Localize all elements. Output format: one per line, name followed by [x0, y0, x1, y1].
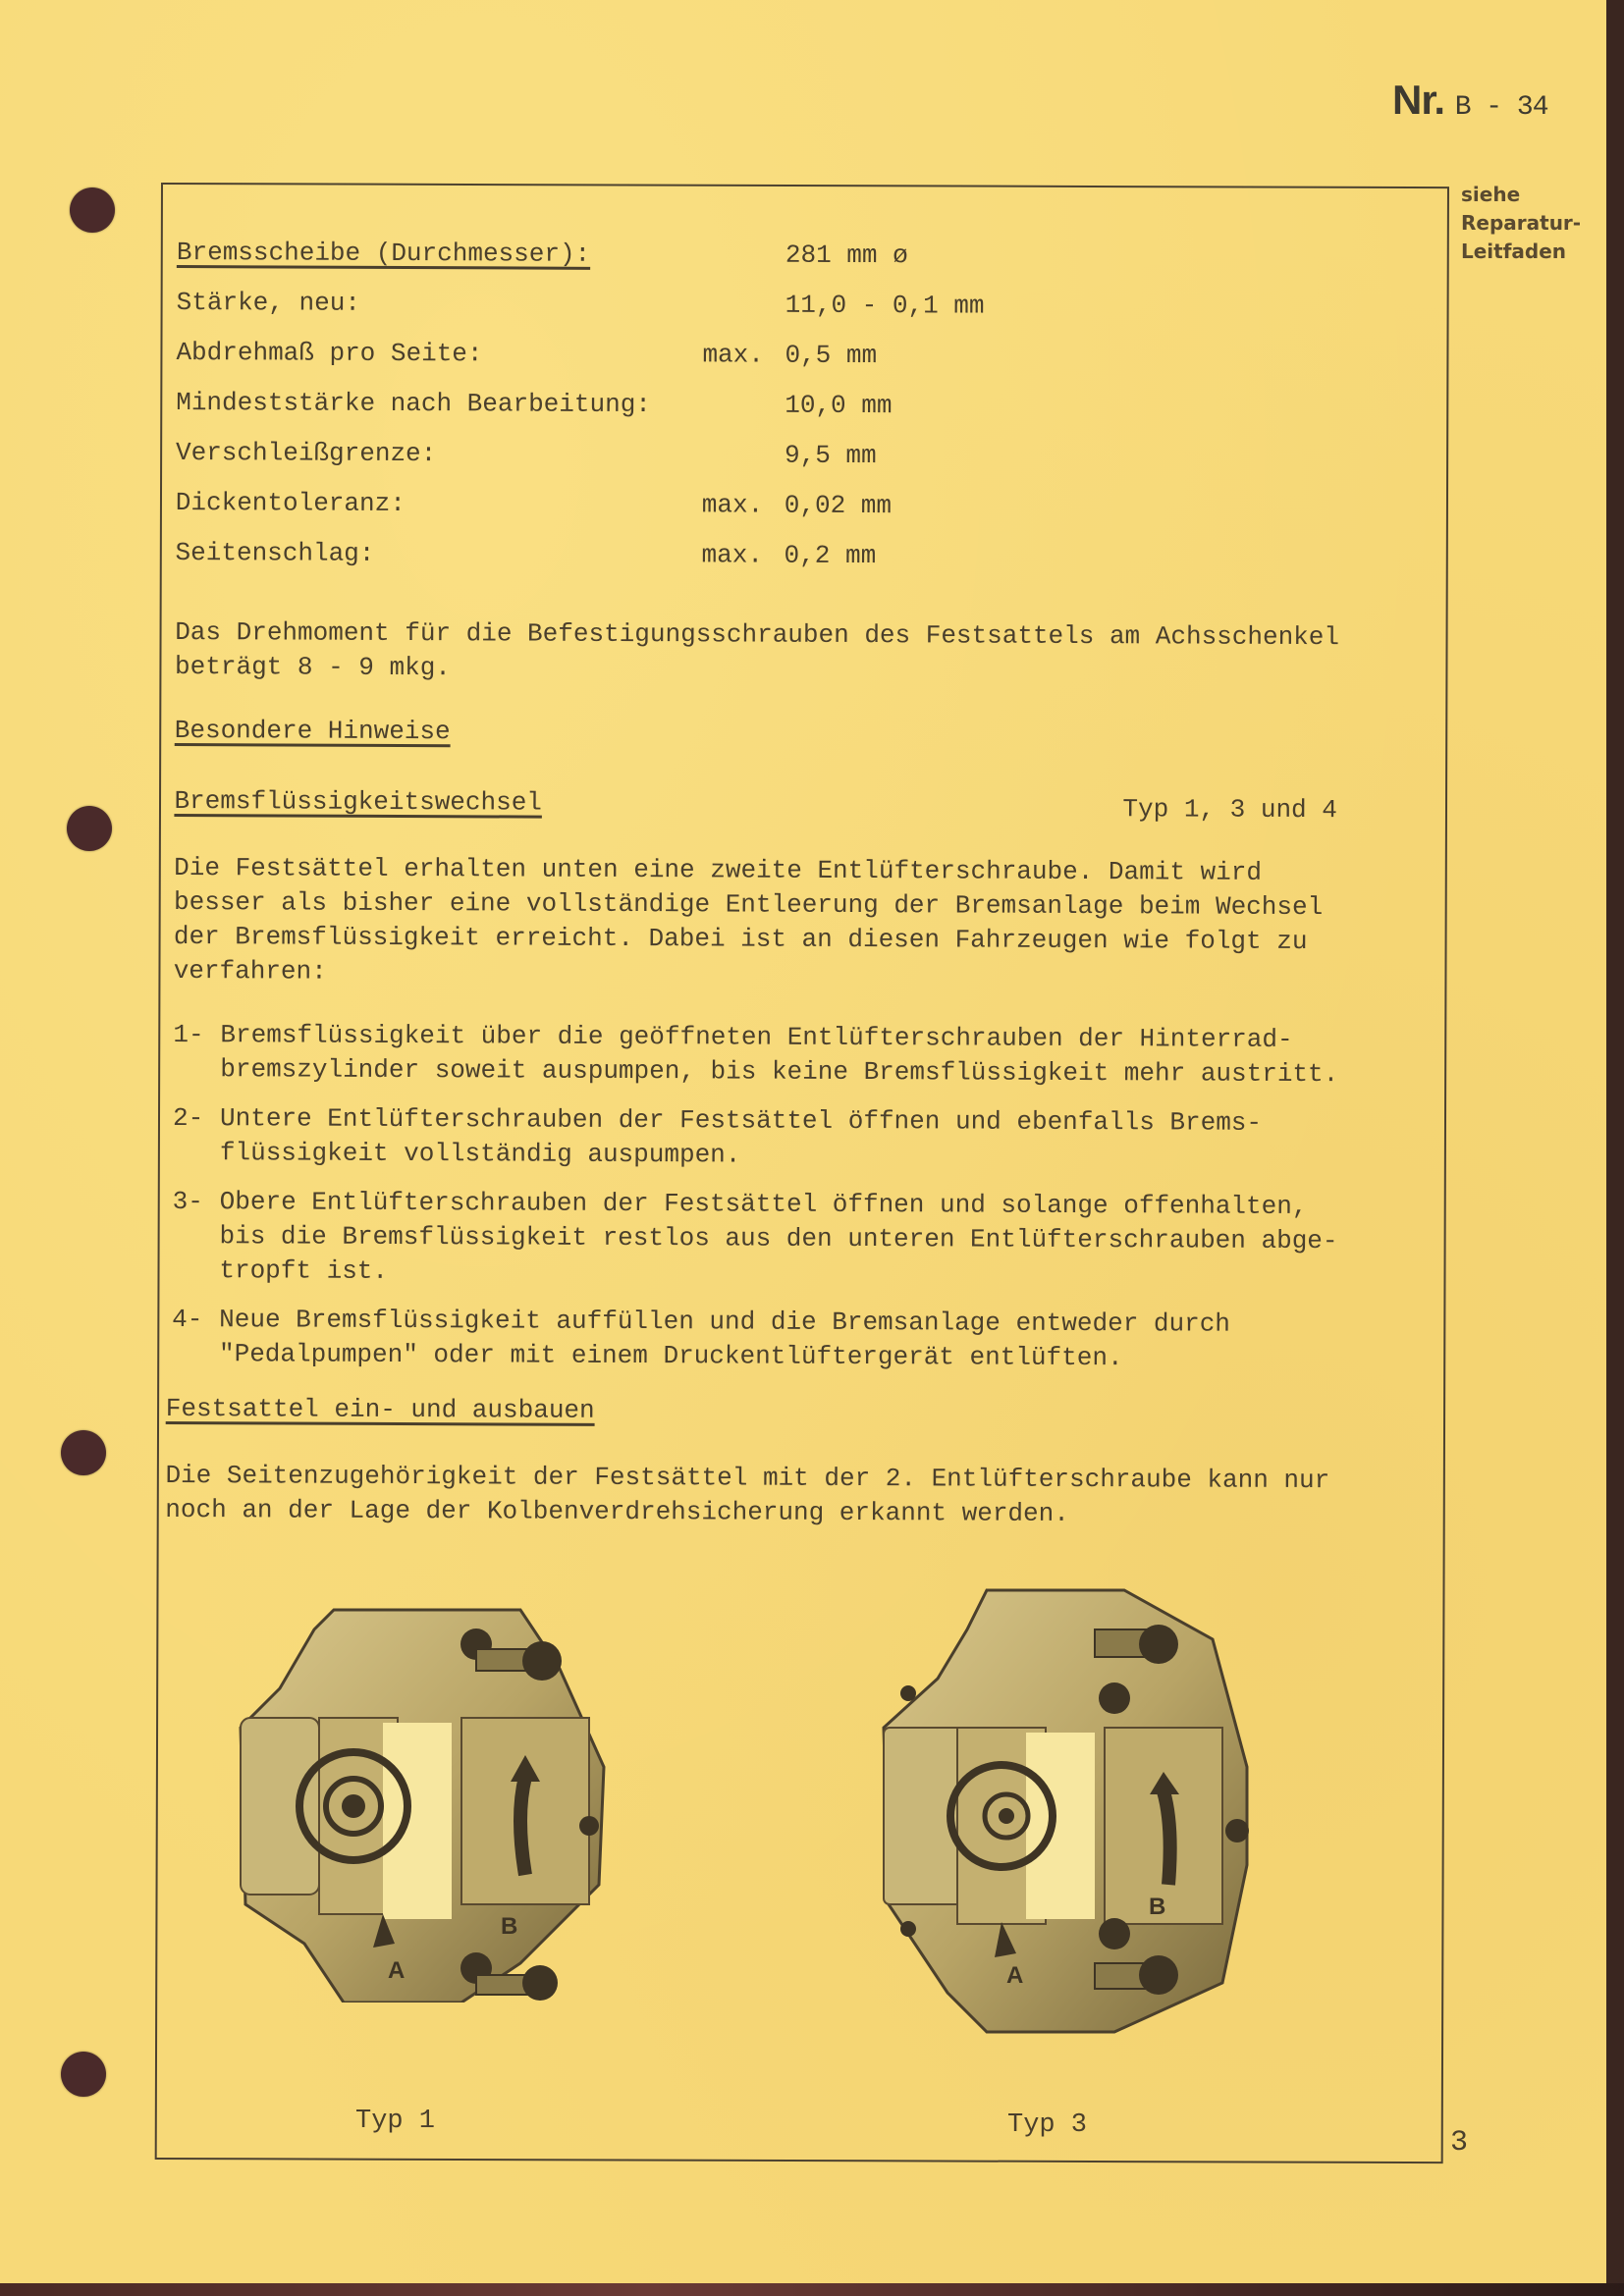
text-line: Das Drehmoment für die Befestigungsschrauben des Festsattels am Achsschenkel [175, 616, 1340, 653]
spec-value: 10,0 mm [785, 390, 893, 421]
punch-hole [67, 806, 112, 851]
fluid-change-heading: Bremsflüssigkeitswechsel [174, 785, 543, 818]
figure-caption: Typ 3 [1007, 2110, 1088, 2140]
text-line: beträgt 8 - 9 mkg. [175, 651, 452, 683]
step-number: 2- [173, 1102, 204, 1134]
spec-value: 11,0 - 0,1 mm [785, 290, 985, 321]
spec-row [177, 286, 1443, 342]
text-line: flüssigkeit vollständig auspumpen. [219, 1138, 741, 1170]
special-notes-heading: Besondere Hinweise [174, 715, 451, 747]
document-number [1392, 77, 1548, 124]
applies-to: Typ 1, 3 und 4 [1122, 794, 1337, 826]
spec-prefix: max. [702, 340, 764, 370]
procedure-steps [172, 1018, 1440, 1377]
text-line: Untere Entlüfterschrauben der Festsättel öffnen und ebenfalls Brems- [220, 1103, 1263, 1138]
text-line: Die Festsättel erhalten unten eine zweite Entlüfterschraube. Damit wird [174, 852, 1263, 887]
figure-caption: Typ 1 [355, 2107, 436, 2136]
caliper-section-text [165, 1459, 1437, 1533]
fluid-change-intro [174, 851, 1441, 994]
procedure-step [172, 1185, 1438, 1294]
side-note [1461, 181, 1581, 266]
side-note-line: Leitfaden [1461, 240, 1567, 263]
spec-label: Verschleißgrenze: [175, 437, 437, 469]
caliper-illustration [226, 1590, 619, 2002]
punch-hole [61, 2052, 106, 2097]
spec-label: Stärke, neu: [176, 287, 361, 318]
spec-heading-value: 281 mm ø [785, 240, 908, 271]
text-line: bremszylinder soweit auspumpen, bis keine Bremsflüssigkeit mehr austritt. [220, 1054, 1339, 1090]
label-b: B [1149, 1894, 1166, 1920]
caliper-illustration [869, 1571, 1262, 2052]
caliper-figure-typ3 [869, 1571, 1262, 2052]
side-note-line: siehe [1461, 183, 1521, 206]
text-line: besser als bisher eine vollständige Entleerung der Bremsanlage beim Wechsel [173, 886, 1324, 923]
text-line: Neue Bremsflüssigkeit auffüllen und die Bremsanlage entweder durch [219, 1305, 1231, 1339]
caliper-figure-typ1 [226, 1590, 619, 2002]
procedure-step [173, 1018, 1439, 1093]
text-line: Obere Entlüfterschrauben der Festsättel öffnen und solange offenhalten, [219, 1187, 1308, 1222]
fluid-change-row [174, 784, 1440, 829]
spec-row [176, 436, 1442, 492]
special-notes-row [175, 714, 1441, 759]
punch-hole [70, 187, 115, 233]
spec-value: 0,5 mm [785, 340, 878, 371]
spec-label: Dickentoleranz: [175, 487, 406, 519]
content-body [165, 236, 1443, 1533]
text-line: der Bremsflüssigkeit erreicht. Dabei ist an diesen Fahrzeugen wie folgt zu [173, 921, 1308, 957]
spec-label: Abdrehmaß pro Seite: [176, 337, 483, 369]
spec-row [176, 336, 1442, 392]
text-line: verfahren: [173, 955, 327, 987]
text-line: Die Seitenzugehörigkeit der Festsättel mit der 2. Entlüfterschraube kann nur [165, 1460, 1330, 1496]
text-line: tropft ist. [219, 1255, 389, 1286]
spec-prefix: max. [701, 490, 764, 520]
spec-heading: Bremsscheibe (Durchmesser): [176, 237, 591, 269]
punch-hole [61, 1430, 106, 1475]
procedure-step [172, 1303, 1438, 1377]
side-note-line: Reparatur- [1461, 211, 1582, 235]
label-b: B [501, 1913, 518, 1940]
procedure-step [173, 1101, 1439, 1176]
caliper-section-heading: Festsattel ein- und ausbauen [165, 1393, 595, 1425]
step-number: 3- [172, 1186, 203, 1217]
nr-code: B - 34 [1454, 92, 1548, 123]
label-a: A [388, 1957, 406, 1984]
spec-prefix: max. [701, 540, 764, 570]
spec-label: Mindeststärke nach Bearbeitung: [176, 387, 652, 420]
page-number: 3 [1450, 2126, 1469, 2160]
nr-label: Nr. [1392, 77, 1445, 123]
text-line: "Pedalpumpen" oder mit einem Druckentlüftergerät entlüften. [218, 1339, 1123, 1373]
spec-row [176, 386, 1442, 442]
spec-row [175, 536, 1441, 592]
scan-edge [0, 2283, 1624, 2296]
torque-note [175, 615, 1441, 690]
label-a: A [1006, 1962, 1024, 1989]
spec-value: 0,2 mm [784, 540, 877, 571]
text-line: Bremsflüssigkeit über die geöffneten Entlüfterschrauben der Hinterrad- [220, 1020, 1293, 1054]
step-number: 4- [172, 1304, 203, 1335]
spec-label: Seitenschlag: [175, 537, 375, 568]
spec-row [176, 486, 1442, 542]
caliper-section-row [166, 1392, 1438, 1437]
spec-value: 0,02 mm [784, 490, 893, 521]
text-line: bis die Bremsflüssigkeit restlos aus den unteren Entlüfterschrauben abge- [219, 1221, 1338, 1256]
step-number: 1- [173, 1019, 204, 1050]
spec-heading-row [177, 236, 1443, 292]
spec-value: 9,5 mm [784, 440, 877, 471]
text-line: noch an der Lage der Kolbenverdrehsicherung erkannt werden. [165, 1494, 1069, 1528]
